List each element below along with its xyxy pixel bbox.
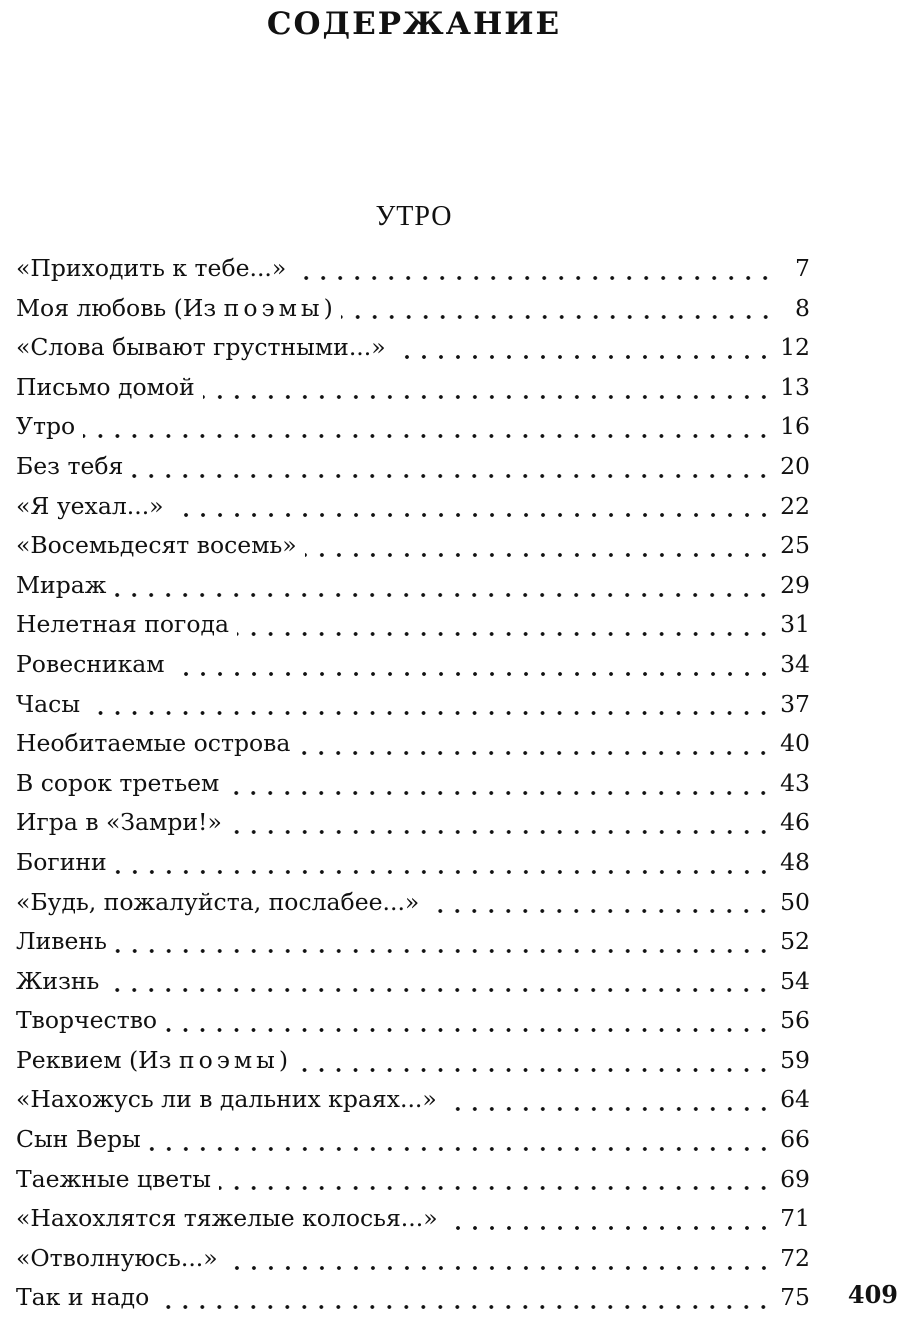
toc-entry-page: 59 <box>780 1045 810 1074</box>
dot-leader <box>219 1186 772 1190</box>
toc-entry-page: 13 <box>780 372 810 401</box>
toc-entry-title: Мираж <box>16 570 107 599</box>
dot-leader <box>298 751 772 755</box>
toc-entry-title: Без тебя <box>16 451 124 480</box>
toc-entry-title: Утро <box>16 412 76 441</box>
toc-entry[interactable] <box>16 764 810 804</box>
toc-entry-title: «Будь, пожалуйста, послабее...» <box>16 887 420 916</box>
toc-entry-page: 22 <box>780 491 810 520</box>
toc-entry-page: 25 <box>780 531 810 560</box>
toc-entry-title-main: Моя любовь (Из <box>16 293 217 322</box>
toc-entry[interactable] <box>16 249 810 289</box>
dot-leader <box>341 315 774 319</box>
table-of-contents <box>16 249 810 1318</box>
toc-entry[interactable] <box>16 368 810 408</box>
toc-entry-title: «Нахохлятся тяжелые колосья...» <box>16 1204 438 1233</box>
dot-leader <box>305 553 772 557</box>
toc-entry-title: Жизнь <box>16 966 100 995</box>
toc-entry[interactable] <box>16 843 810 883</box>
toc-entry-title-spaced: поэмы <box>223 293 324 322</box>
toc-entry-page: 12 <box>780 333 810 362</box>
toc-entry-title: Сын Веры <box>16 1125 141 1154</box>
toc-entry-title: «Нахожусь ли в дальних краях...» <box>16 1085 437 1114</box>
toc-entry-page: 54 <box>780 966 810 995</box>
toc-entry-page: 46 <box>780 808 810 837</box>
section-heading: УТРО <box>375 201 453 232</box>
dot-leader <box>226 1266 772 1270</box>
toc-entry-title-end: ) <box>323 293 333 322</box>
toc-entry-page: 52 <box>780 927 810 956</box>
toc-entry[interactable] <box>16 566 810 606</box>
toc-entry-page: 43 <box>780 768 810 797</box>
dot-leader <box>446 1226 773 1230</box>
page-number: 409 <box>847 1280 898 1309</box>
toc-entry[interactable] <box>16 962 810 1002</box>
toc-entry-title: Таежные цветы <box>16 1164 211 1193</box>
page-title: СОДЕРЖАНИЕ <box>266 6 562 42</box>
toc-entry[interactable] <box>16 1120 810 1160</box>
dot-leader <box>149 1147 772 1151</box>
toc-entry-title <box>16 1041 288 1081</box>
toc-entry-title: «Я уехал...» <box>16 491 164 520</box>
toc-entry-page: 56 <box>780 1006 810 1035</box>
toc-entry-title: «Восемьдесят восемь» <box>16 531 297 560</box>
toc-entry[interactable] <box>16 289 810 329</box>
toc-entry-page: 75 <box>780 1283 810 1312</box>
toc-entry-page: 37 <box>780 689 810 718</box>
toc-entry[interactable] <box>16 724 810 764</box>
toc-entry-page: 48 <box>780 847 810 876</box>
toc-entry[interactable] <box>16 1199 810 1239</box>
dot-leader <box>165 1028 772 1032</box>
toc-entry-title: Ливень <box>16 927 107 956</box>
toc-entry-page: 7 <box>795 254 810 282</box>
toc-entry-page: 20 <box>780 451 810 480</box>
toc-entry-page: 66 <box>780 1125 810 1154</box>
toc-entry-title: «Слова бывают грустными...» <box>16 333 386 362</box>
toc-entry-title: Часы <box>16 689 81 718</box>
toc-entry-title: В сорок третьем <box>16 768 220 797</box>
dot-leader <box>157 1305 772 1309</box>
dot-leader <box>83 434 772 438</box>
toc-entry-page: 8 <box>795 293 810 322</box>
toc-entry-title: Богини <box>16 847 107 876</box>
dot-leader <box>296 1068 772 1072</box>
toc-entry[interactable] <box>16 487 810 527</box>
dot-leader <box>172 513 773 517</box>
toc-entry[interactable] <box>16 526 810 566</box>
toc-entry[interactable] <box>16 605 810 645</box>
toc-entry[interactable] <box>16 447 810 487</box>
toc-entry-page: 34 <box>780 649 810 678</box>
dot-leader <box>227 791 772 795</box>
toc-entry-page: 69 <box>780 1164 810 1193</box>
toc-entry[interactable] <box>16 407 810 447</box>
toc-entry-page: 50 <box>780 887 810 916</box>
dot-leader <box>115 949 772 953</box>
dot-leader <box>445 1107 772 1111</box>
toc-entry-page: 72 <box>780 1243 810 1272</box>
dot-leader <box>114 593 772 597</box>
toc-entry-title-end: ) <box>278 1045 289 1074</box>
toc-entry[interactable] <box>16 922 810 962</box>
toc-entry-title: «Приходить к тебе...» <box>16 254 287 282</box>
toc-entry[interactable] <box>16 645 810 685</box>
toc-entry[interactable] <box>16 883 810 923</box>
toc-entry[interactable] <box>16 803 810 843</box>
toc-entry-page: 29 <box>780 570 810 599</box>
dot-leader <box>131 474 772 478</box>
toc-entry-page: 71 <box>780 1204 810 1233</box>
toc-entry-title: «Отволнуюсь...» <box>16 1243 218 1272</box>
toc-entry-title: Игра в «Замри!» <box>16 808 222 837</box>
dot-leader <box>107 988 772 992</box>
toc-entry[interactable] <box>16 685 810 725</box>
toc-entry[interactable] <box>16 1160 810 1200</box>
toc-entry-page: 16 <box>780 412 810 441</box>
dot-leader <box>237 632 772 636</box>
dot-leader <box>115 870 772 874</box>
toc-entry-title-spaced: поэмы <box>178 1045 279 1074</box>
toc-entry[interactable] <box>16 1041 810 1081</box>
toc-entry-page: 31 <box>780 610 810 639</box>
toc-entry-page: 64 <box>780 1085 810 1114</box>
toc-entry-title: Нелетная погода <box>16 610 229 639</box>
toc-entry-title: Необитаемые острова <box>16 729 291 758</box>
toc-entry[interactable] <box>16 1080 810 1120</box>
dot-leader <box>203 395 772 399</box>
toc-entry-title-main: Реквием (Из <box>16 1045 172 1074</box>
toc-entry-title: Ровесникам <box>16 649 165 678</box>
dot-leader <box>427 909 772 913</box>
toc-entry-page: 40 <box>780 729 810 758</box>
toc-entry-title: Письмо домой <box>16 372 195 401</box>
toc-entry-title: Так и надо <box>16 1283 150 1312</box>
dot-leader <box>230 830 772 834</box>
dot-leader <box>173 672 773 676</box>
dot-leader <box>88 711 772 715</box>
toc-entry[interactable] <box>16 1278 810 1318</box>
toc-entry-title <box>16 289 333 329</box>
toc-entry[interactable] <box>16 1239 810 1279</box>
dot-leader <box>394 355 772 359</box>
toc-entry-title: Творчество <box>16 1006 158 1035</box>
dot-leader <box>294 276 774 280</box>
toc-entry[interactable] <box>16 1001 810 1041</box>
toc-entry[interactable] <box>16 328 810 368</box>
